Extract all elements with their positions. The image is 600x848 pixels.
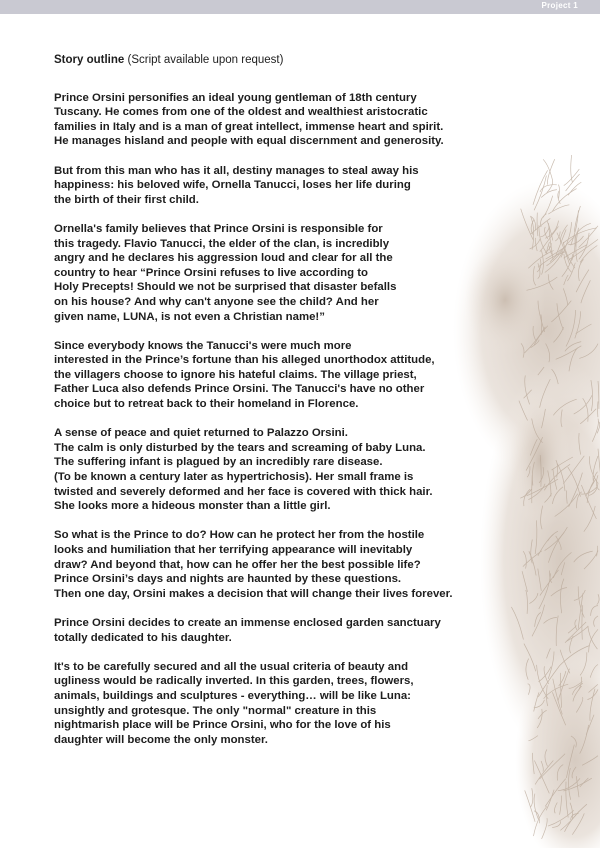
paragraph-garden-decision: Prince Orsini decides to create an immense enclosed garden sanctuary totally dedicated to his daughter. xyxy=(54,616,441,644)
section-title: Story outline xyxy=(54,54,125,66)
section-heading xyxy=(54,53,569,68)
hair-strand xyxy=(571,155,573,183)
paragraph-villagers: Since everybody knows the Tanucci's were much more interested in the Prince’s fortune than his alleged unorthodox attitude, the villagers choose to ignore his hateful claims. The village priest, Father Luca also defends Prince Orsini. The Tanucci's have no other choice but to retreat back to their homeland in Florence. xyxy=(54,339,435,411)
section-subtitle: (Script available upon request) xyxy=(127,54,284,66)
paragraph-family-accusation: Ornella's family believes that Prince Orsini is responsible for this tragedy. Flavio Tanucci, the elder of the clan, is incredibly angry and he declares his aggression loud and clear for all the country to hear “Prince Orsini refuses to live according to Holy Precepts! Should we not be surprised that disaster befalls on his house? And why can't anyone see the child? And her given name, LUNA, is not even a Christian name!” xyxy=(54,222,397,323)
story-outline-section xyxy=(54,53,569,762)
paragraph-intro: Prince Orsini personifies an ideal young gentleman of 18th century Tuscany. He comes from one of the oldest and wealthiest aristocratic families in Italy and is a man of great intellect, immense heart and spirit. He manages hisland and people with equal discernment and generosity. xyxy=(54,91,444,148)
paragraph-luna-disease: A sense of peace and quiet returned to Palazzo Orsini. The calm is only disturbed by the tears and screaming of baby Luna. The suffering infant is plagued by an incredibly rare disease. (To be known a century later as hypertrichosis). Her small frame is twisted and severely deformed and her face is covered with thick hair. She looks more a hideous monster than a little girl. xyxy=(54,427,433,513)
paragraph-prince-dilemma: So what is the Prince to do? How can he protect her from the hostile looks and humiliation that her terrifying appearance will inevitably draw? And beyond that, how can he offer her the best possible life? Prince Orsini’s days and nights are haunted by these questions. Then one day, Orsini makes a decision that will change their lives forever. xyxy=(54,529,453,600)
paragraph-tragedy: But from this man who has it all, destiny manages to steal away his happiness: his beloved wife, Ornella Tanucci, loses her life during the birth of their first child. xyxy=(54,164,419,206)
paragraph-garden-inversion: It's to be carefully secured and all the usual criteria of beauty and ugliness would be radically inverted. In this garden, trees, flowers, animals, buildings and sculptures - everything… will be like Luna: unsightly and grotesque. The only "normal" creature in this nightmarish place will be Prince Orsini, who for the love of his daughter will become the only monster. xyxy=(54,660,414,746)
project-label: Project 1 xyxy=(541,1,578,10)
